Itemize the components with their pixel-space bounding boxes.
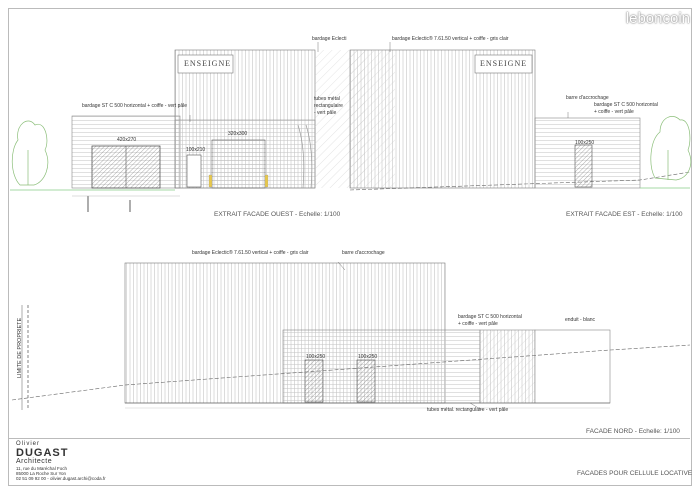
tree-right — [651, 116, 691, 180]
north-bardage-top-label: bardage Eclectic® 7.61.50 vertical + coiffe - gris clair — [192, 250, 309, 256]
east-bardage-right-label-2: + coiffe - vert pâle — [594, 109, 634, 115]
east-bardage-top-label: bardage Eclectic® 7.61.50 vertical + coiffe - gris clair — [392, 36, 509, 42]
west-tubes-label-3: - vert pâle — [314, 110, 337, 116]
west-door-mid — [212, 140, 265, 188]
east-door-dim: 100x250 — [575, 140, 595, 146]
west-caption: EXTRAIT FACADE OUEST - Echelle: 1/100 — [214, 211, 341, 218]
west-sign-text: ENSEIGNE — [184, 59, 232, 68]
architect-address-1: 11, rue du Maréchal Foch — [16, 466, 67, 471]
architect-first-name: Olivier — [16, 441, 41, 447]
north-door-2-dim: 100x250 — [358, 354, 378, 360]
property-limit-label: LIMITE DE PROPRIETE — [17, 317, 23, 378]
north-enduit-label: enduit - blanc — [565, 317, 596, 323]
north-bardage-mid-label-2: + coiffe - vert pâle — [458, 321, 498, 327]
west-facade — [10, 50, 365, 212]
architect-contact: 02 51 09 92 00 - olivier.dugast.archi@coda.fr — [16, 476, 106, 481]
architect-role: Architecte — [16, 458, 53, 465]
north-door-1 — [305, 360, 323, 402]
north-door-2 — [357, 360, 375, 402]
west-door-large-dim: 420x270 — [117, 137, 137, 143]
west-tubes-label-2: rectangulaire — [314, 103, 343, 109]
north-door-1-dim: 100x250 — [306, 354, 326, 360]
west-bardage-left-label: bardage ST C 500 horizontal + coiffe - vert pâle — [82, 103, 188, 109]
east-barre-label: barre d'accrochage — [566, 95, 609, 101]
north-bardage-mid-label-1: bardage ST C 500 horizontal — [458, 314, 522, 320]
tree-left — [12, 121, 48, 185]
east-sign-text: ENSEIGNE — [480, 59, 528, 68]
architect-last-name: DUGAST — [16, 447, 69, 459]
west-bardage-top-label: bardage Eclecti — [312, 36, 347, 42]
north-caption: FACADE NORD - Echelle: 1/100 — [586, 428, 680, 435]
west-door-small-dim: 100x210 — [186, 147, 206, 153]
north-tubes-label: tubes métal. rectangulaire - vert pâle — [427, 407, 509, 413]
sheet-title: FACADES POUR CELLULE LOCATIVE — [577, 470, 693, 477]
east-caption: EXTRAIT FACADE EST - Echelle: 1/100 — [566, 211, 683, 218]
east-bardage-right-label-1: bardage ST C 500 horizontal — [594, 102, 658, 108]
north-barre-label: barre d'accrochage — [342, 250, 385, 256]
architect-address-2: 85000 La Roche Sur Yon — [16, 471, 67, 476]
east-door — [575, 145, 592, 187]
north-enduit-block — [535, 330, 610, 403]
east-facade — [350, 50, 691, 190]
watermark-logo: leboncoin — [625, 10, 690, 27]
north-facade — [12, 262, 690, 410]
title-block-divider — [8, 438, 690, 439]
west-door-small — [187, 155, 201, 187]
west-tubes-label-1: tubes métal — [314, 96, 340, 102]
west-door-mid-dim: 320x300 — [228, 131, 248, 137]
